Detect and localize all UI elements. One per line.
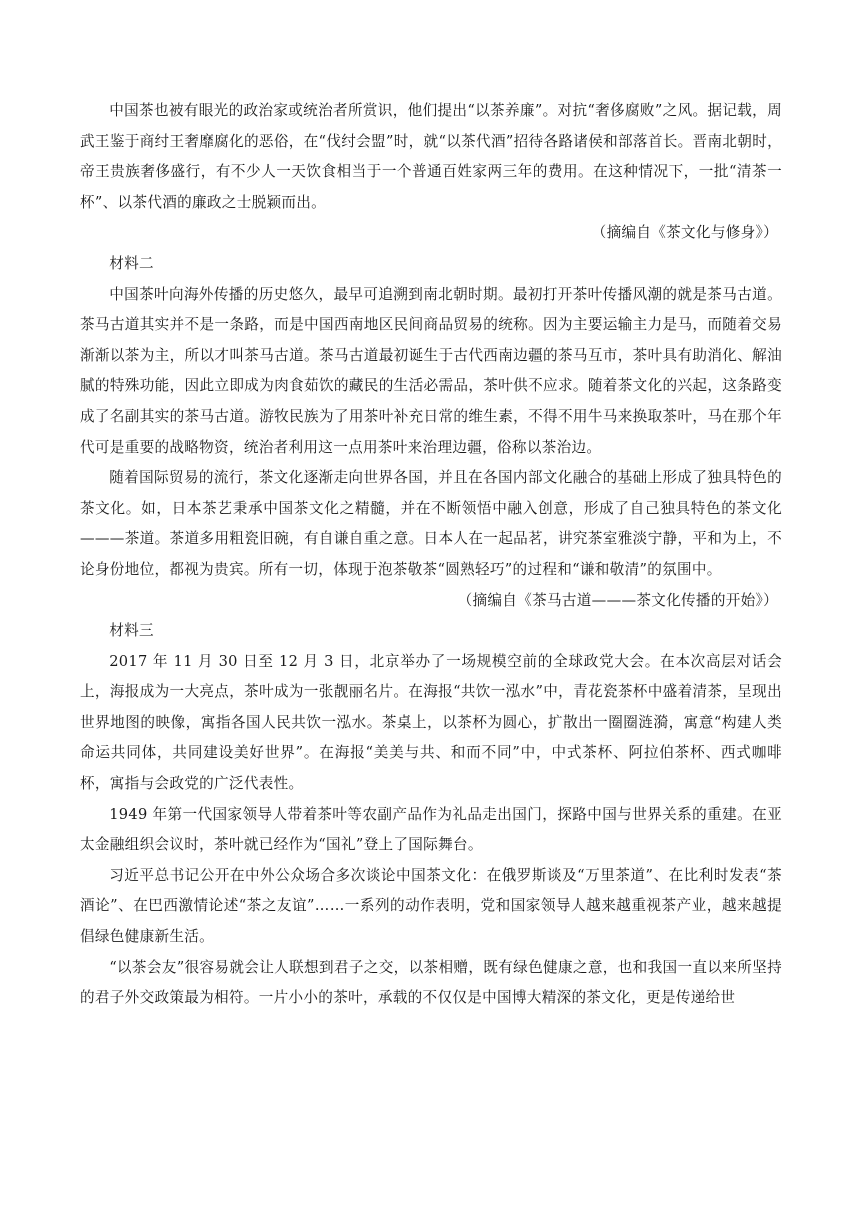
paragraph-tea-horse-road: 中国茶叶向海外传播的历史悠久，最早可追溯到南北朝时期。最初打开茶叶传播风潮的就是茶马古道。茶马古道其实并不是一条路，而是中国西南地区民间商品贸易的统称。因为主要运输主力是马，而随着交易渐渐以茶为主，所以才叫茶马古道。茶马古道最初诞生于古代西南边疆的茶马互市，茶叶具有助消化、解油腻的特殊功能，因此立即成为肉食茹饮的藏民的生活必需品，茶叶供不应求。随着茶文化的兴起，这条路变成了名副其实的茶马古道。游牧民族为了用茶叶补充日常的维生素，不得不用牛马来换取茶叶，马在那个年代可是重要的战略物资，统治者利用这一点用茶叶来治理边疆，俗称以茶治边。 — [80, 285, 782, 456]
source-citation-two: （摘编自《茶马古道———茶文化传播的开始》） — [457, 591, 778, 609]
paragraph-material-one-end: 中国茶也被有眼光的政治家或统治者所赏识，他们提出“以茶养廉”。对抗“奢侈腐败”之风。据记载，周武王鉴于商纣王奢靡腐化的恶俗，在“伐纣会盟”时，就“以茶代酒”招待各路诸侯和部落首长。晋南北朝时，帝王贵族奢侈盛行，有不少人一天饮食相当于一个普通百姓家两三年的费用。在这种情况下，一批“清茶一杯”、以茶代酒的廉政之士脱颖而出。 — [80, 102, 782, 211]
paragraph-party-conference: 2017 年 11 月 30 日至 12 月 3 日，北京举办了一场规模空前的全球政党大会。在本次高层对话会上，海报成为一大亮点，茶叶成为一张靓丽名片。在海报“共饮一泓水”中，青花瓷茶杯中盛着清茶，呈现出世界地图的映像，寓指各国人民共饮一泓水。茶桌上，以茶杯为圆心，扩散出一圈圈涟漪，寓意“构建人类命运共同体，共同建设美好世界”。在海报“美美与共、和而不同”中，中式茶杯、阿拉伯茶杯、西式咖啡杯，寓指与会政党的广泛代表性。 — [80, 652, 782, 793]
paragraph-tea-friendship: “以茶会友”很容易就会让人联想到君子之交，以茶相赠，既有绿色健康之意，也和我国一直以来所坚持的君子外交政策最为相符。一片小小的茶叶，承载的不仅仅是中国博大精深的茶文化，更是传递给世 — [80, 958, 782, 1007]
paragraph-tea-diplomacy: 习近平总书记公开在中外公众场合多次谈论中国茶文化：在俄罗斯谈及“万里茶道”、在比利时发表“茶酒论”、在巴西激情论述“茶之友谊”……一系列的动作表明，党和国家领导人越来越重视茶产业，越来越提倡绿色健康新生活。 — [80, 866, 782, 946]
paragraph-1949-leaders: 1949 年第一代国家领导人带着茶叶等农副产品作为礼品走出国门，探路中国与世界关系的重建。在亚太金融组织会议时，茶叶就已经作为“国礼”登上了国际舞台。 — [80, 805, 782, 854]
material-three-heading: 材料三 — [109, 622, 154, 640]
material-two-heading: 材料二 — [109, 254, 154, 272]
paragraph-japanese-tea-ceremony: 随着国际贸易的流行，茶文化逐渐走向世界各国，并且在各国内部文化融合的基础上形成了独具特色的茶文化。如，日本茶艺秉承中国茶文化之精髓，并在不断领悟中融入创意，形成了自己独具特色的茶文化———茶道。茶道多用粗瓷旧碗，有自谦自重之意。日本人在一起品茗，讲究茶室雅淡宁静，平和为上，不论身份地位，都视为贵宾。所有一切，体现于泡茶敬茶“圆熟轻巧”的过程和“谦和敬清”的氛围中。 — [80, 469, 782, 578]
document-page — [80, 96, 782, 1014]
source-citation-one: （摘编自《茶文化与修身》） — [591, 224, 778, 242]
